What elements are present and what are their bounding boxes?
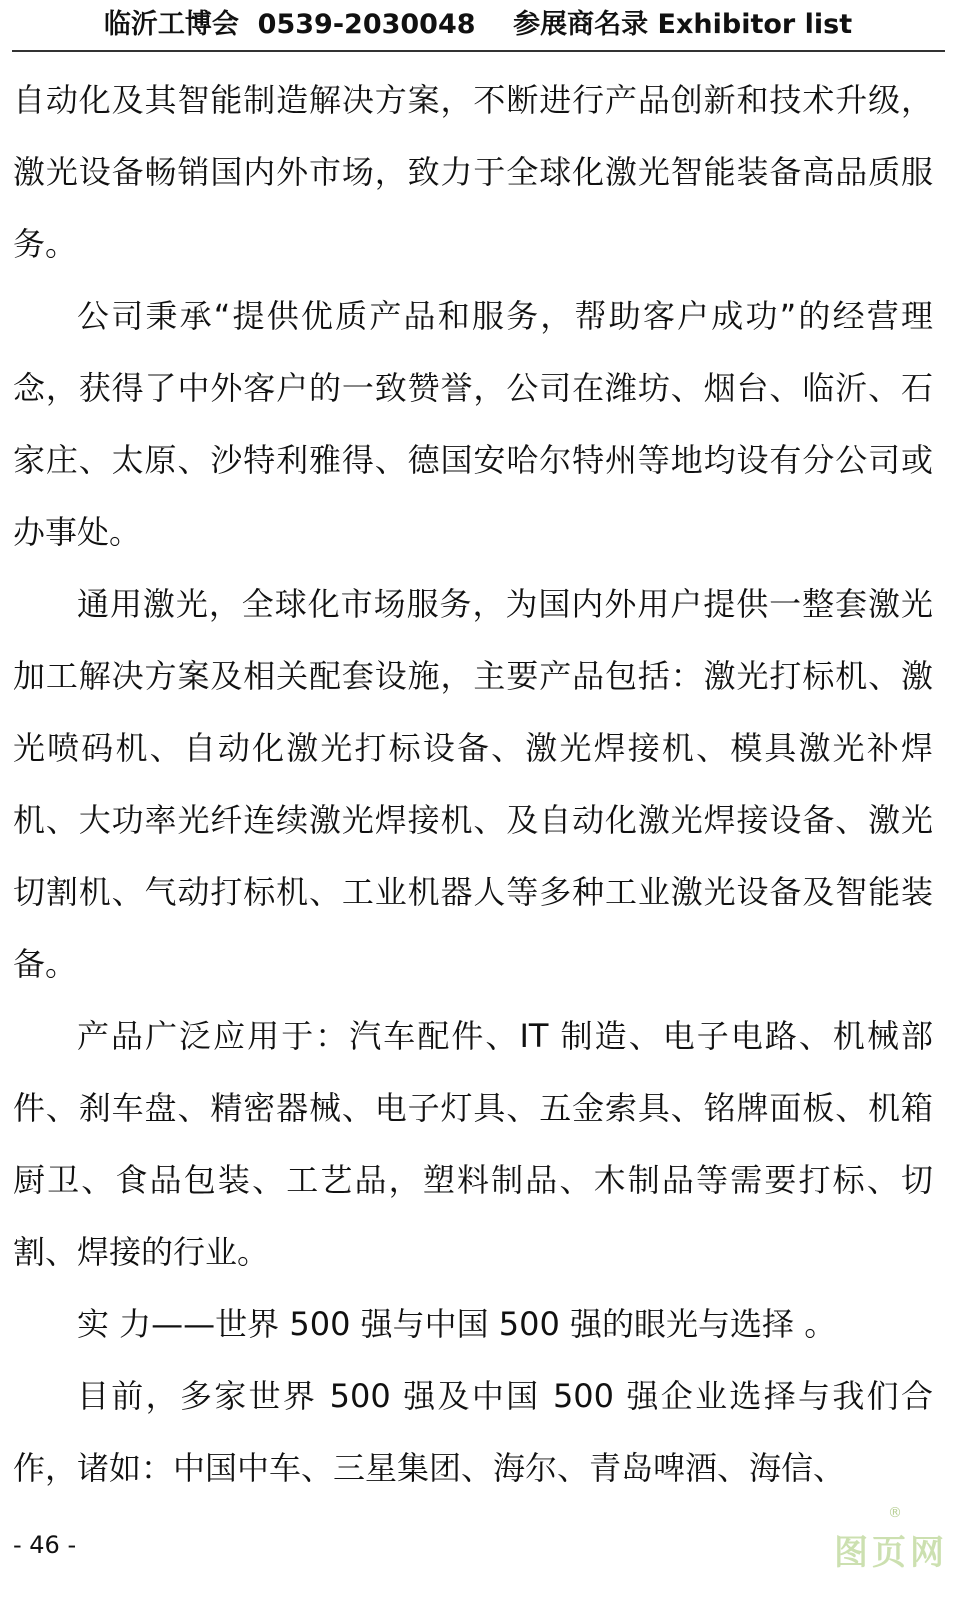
paragraph-2: 公司秉承“提供优质产品和服务，帮助客户成功”的经营理念，获得了中外客户的一致赞誉，公司在潍坊、烟台、临沂、石家庄、太原、沙特利雅得、德国安哈尔特州等地均设有分公司或办事处。 — [13, 297, 933, 551]
watermark-logo — [826, 1505, 956, 1585]
paragraph-6: 目前，多家世界 500 强及中国 500 强企业选择与我们合作，诸如：中国中车、三星集团、海尔、青岛啤酒、海信、 — [13, 1377, 933, 1487]
page-header-title: 临沂工博会 0539-2030048 参展商名录 Exhibitor list — [103, 9, 853, 40]
paragraph-5: 实 力——世界 500 强与中国 500 强的眼光与选择 。 — [77, 1305, 837, 1343]
watermark-text: 图页网 — [834, 1533, 948, 1573]
paragraph-3: 通用激光，全球化市场服务，为国内外用户提供一整套激光加工解决方案及相关配套设施，主要产品包括：激光打标机、激光喷码机、自动化激光打标设备、激光焊接机、模具激光补焊机、大功率光纤连续激光焊接机、及自动化激光焊接设备、激光切割机、气动打标机、工业机器人等多种工业激光设备及智能装备。 — [13, 585, 933, 983]
paragraph-4: 产品广泛应用于：汽车配件、IT 制造、电子电路、机械部件、刹车盘、精密器械、电子灯具、五金索具、铭牌面板、机箱厨卫、食品包装、工艺品，塑料制品、木制品等需要打标、切割、焊接的行业。 — [13, 1017, 933, 1271]
paragraph-1: 自动化及其智能制造解决方案，不断进行产品创新和技术升级，激光设备畅销国内外市场，致力于全球化激光智能装备高品质服务。 — [13, 81, 933, 263]
document-body — [13, 64, 933, 1504]
registered-mark: ® — [888, 1505, 902, 1521]
page-number: - 46 - — [13, 1531, 77, 1559]
header-divider — [12, 50, 945, 52]
